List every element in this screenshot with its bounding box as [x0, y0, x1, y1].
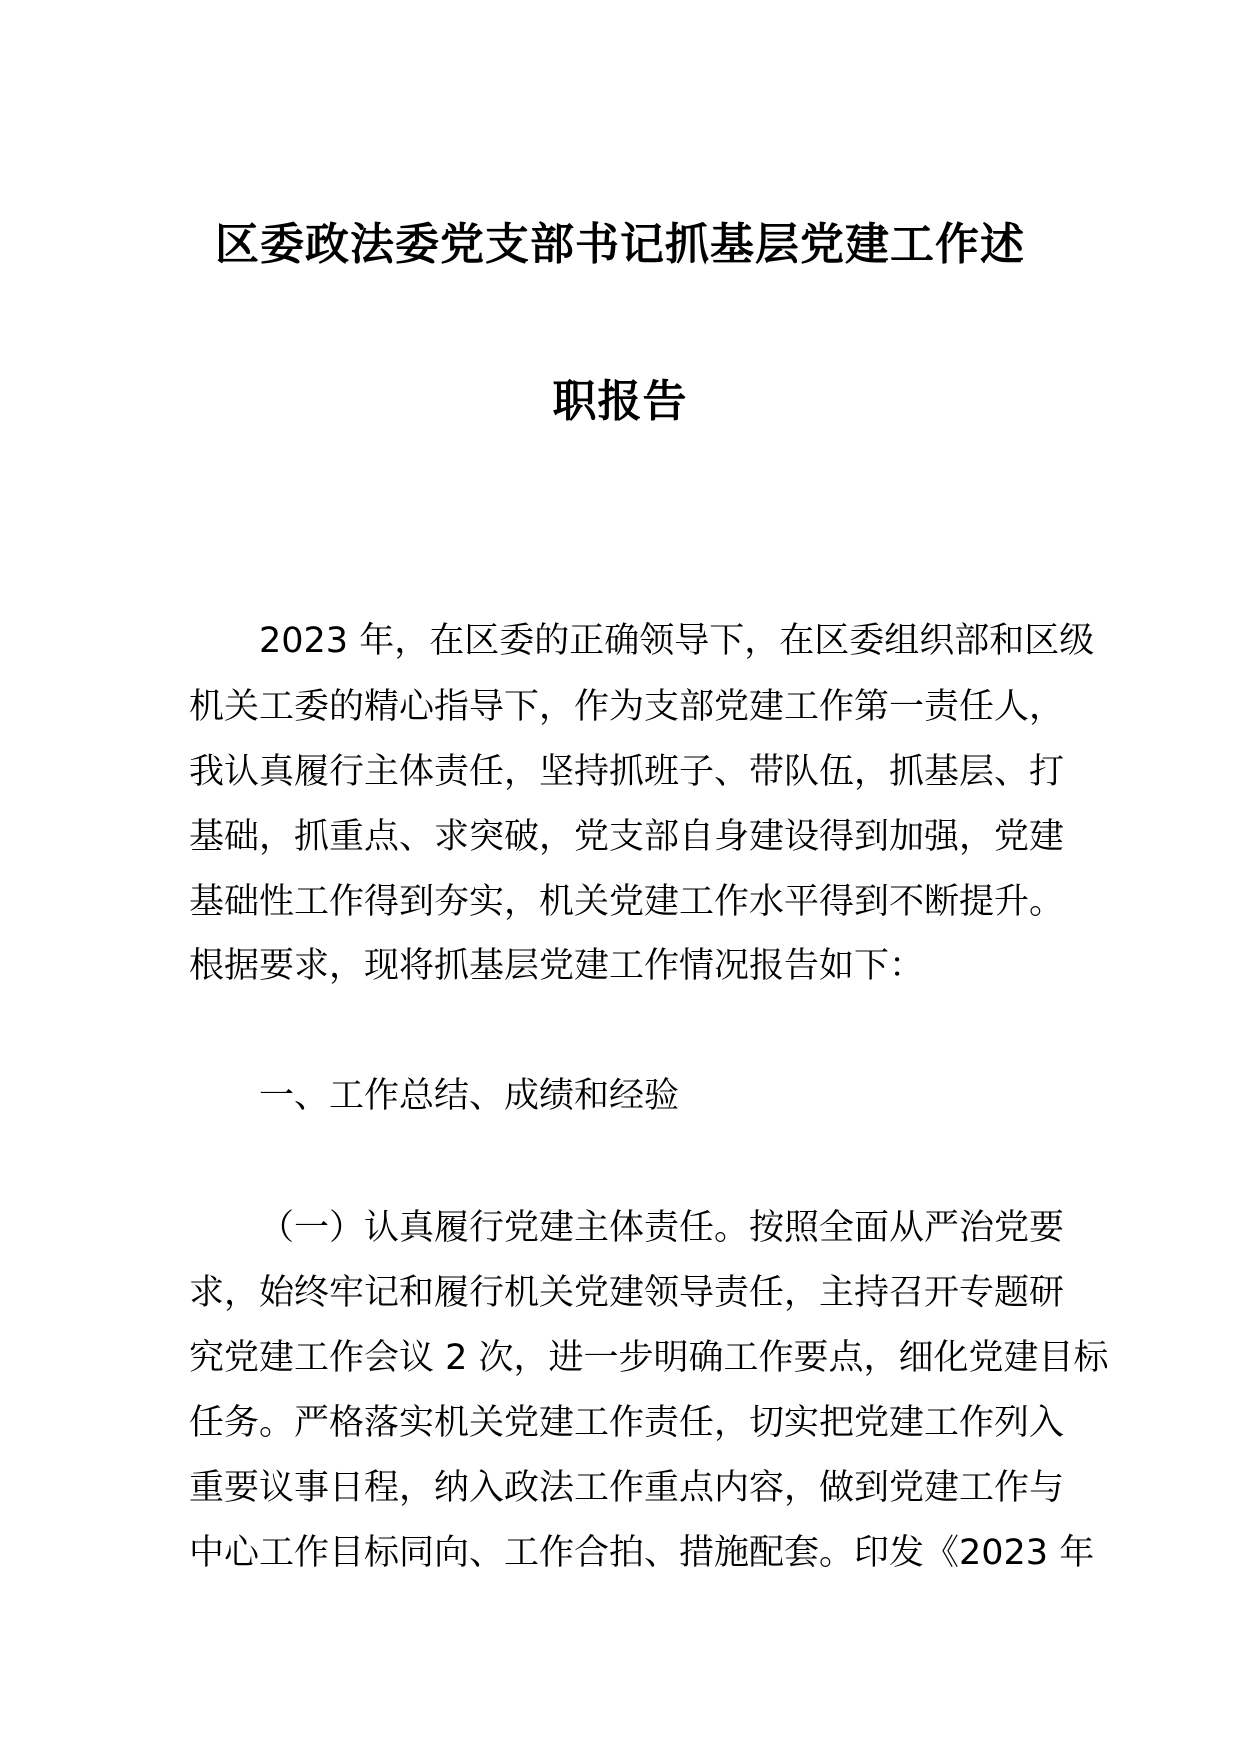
- paragraph-line: 我认真履行主体责任，坚持抓班子、带队伍，抓基层、打: [189, 752, 1065, 792]
- paragraph-line: 2023 年，在区委的正确领导下，在区委组织部和区级: [259, 621, 1095, 661]
- paragraph-line: 基础，抓重点、求突破，党支部自身建设得到加强，党建: [189, 817, 1065, 857]
- document-title-line-2: 职报告: [552, 376, 688, 427]
- paragraph-line: 重要议事日程，纳入政法工作重点内容，做到党建工作与: [189, 1468, 1065, 1508]
- paragraph-line: 机关工委的精心指导下，作为支部党建工作第一责任人，: [189, 687, 1065, 727]
- paragraph-line: （一）认真履行党建主体责任。按照全面从严治党要: [259, 1208, 1065, 1248]
- paragraph-line: 中心工作目标同向、工作合拍、措施配套。印发《2023 年: [189, 1533, 1095, 1573]
- paragraph-line: 究党建工作会议 2 次，进一步明确工作要点，细化党建目标: [189, 1338, 1109, 1378]
- paragraph-line: 根据要求，现将抓基层党建工作情况报告如下：: [189, 946, 925, 986]
- paragraph-line: 基础性工作得到夯实，机关党建工作水平得到不断提升。: [189, 882, 1065, 922]
- paragraph-line: 任务。严格落实机关党建工作责任，切实把党建工作列入: [189, 1403, 1065, 1443]
- document-title-line-1: 区委政法委党支部书记抓基层党建工作述: [215, 219, 1025, 270]
- paragraph-line: 求，始终牢记和履行机关党建领导责任，主持召开专题研: [189, 1273, 1065, 1313]
- section-heading: 一、工作总结、成绩和经验: [259, 1076, 680, 1116]
